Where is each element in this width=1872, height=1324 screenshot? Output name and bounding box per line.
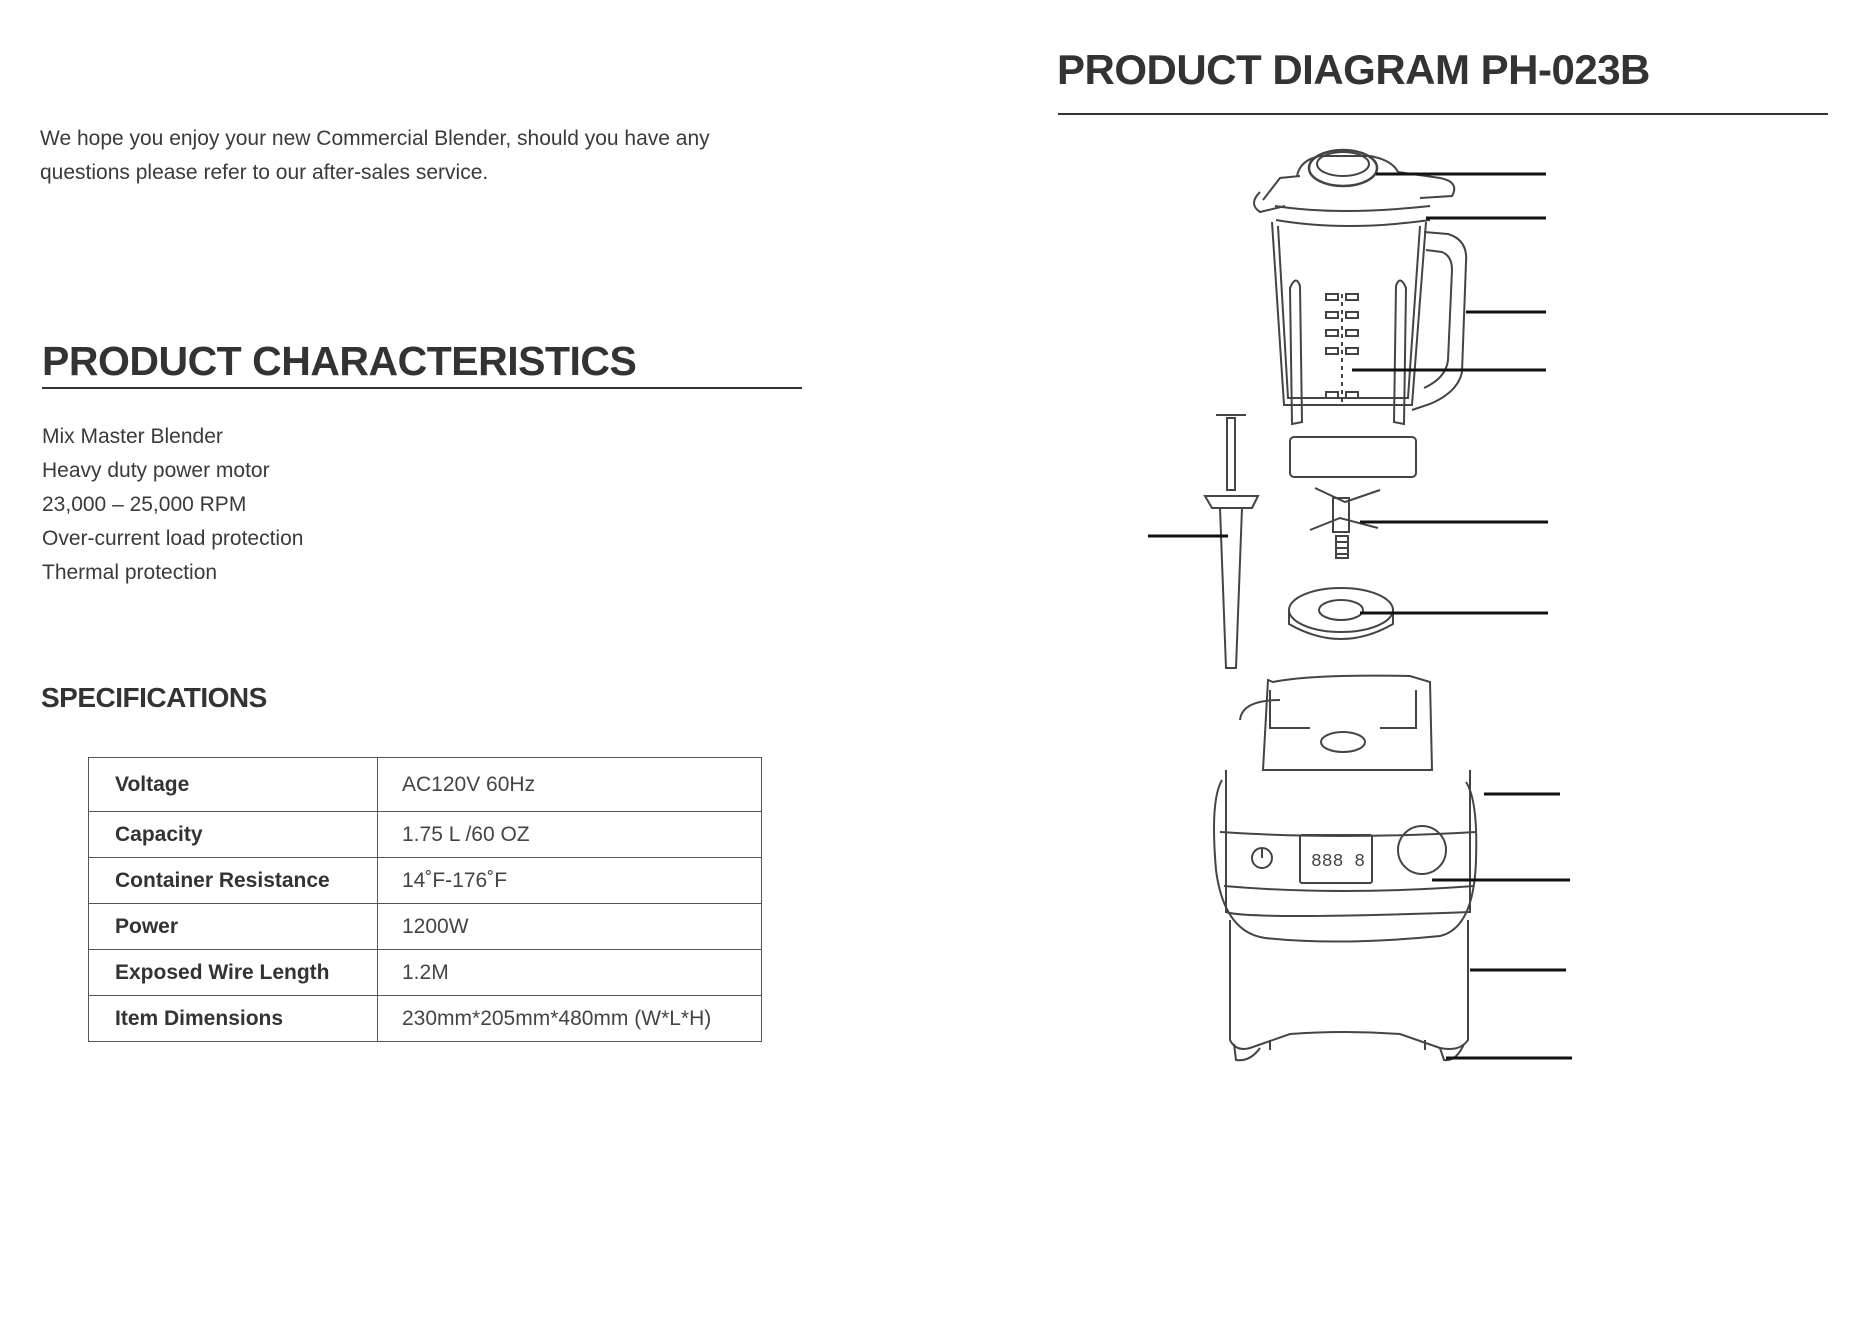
- table-row: [89, 996, 762, 1042]
- jar-lid: [1254, 150, 1454, 226]
- table-row: [89, 904, 762, 950]
- spec-label: Container Resistance: [89, 858, 378, 904]
- spec-value: AC120V 60Hz: [378, 758, 762, 812]
- table-row: [89, 758, 762, 812]
- spec-value: 1.2M: [378, 950, 762, 996]
- diagram-title-rule: [1058, 113, 1828, 115]
- spec-label: Item Dimensions: [89, 996, 378, 1042]
- characteristics-list: [42, 420, 303, 590]
- spec-label: Exposed Wire Length: [89, 950, 378, 996]
- motor-base: [1214, 676, 1476, 1061]
- spec-value: 1.75 L /60 OZ: [378, 812, 762, 858]
- table-row: [89, 858, 762, 904]
- intro-line-1: We hope you enjoy your new Commercial Blender, should you have any: [40, 127, 710, 150]
- callout-lines: [1352, 174, 1572, 1058]
- spec-value: 1200W: [378, 904, 762, 950]
- specifications-table: [88, 757, 762, 1042]
- spec-label: Power: [89, 904, 378, 950]
- characteristic-item: 23,000 – 25,000 RPM: [42, 493, 247, 516]
- spec-label: Capacity: [89, 812, 378, 858]
- characteristic-item: Over-current load protection: [42, 527, 304, 550]
- jar-container: [1272, 222, 1466, 477]
- intro-line-2: questions please refer to our after-sales service.: [40, 161, 489, 184]
- specifications-heading: SPECIFICATIONS: [41, 682, 267, 713]
- characteristics-heading: PRODUCT CHARACTERISTICS: [42, 338, 802, 389]
- table-row: [89, 812, 762, 858]
- intro-text: [40, 122, 800, 190]
- table-row: [89, 950, 762, 996]
- characteristic-item: Heavy duty power motor: [42, 459, 270, 482]
- spec-value: 14˚F-176˚F: [378, 858, 762, 904]
- characteristic-item: Thermal protection: [42, 561, 218, 584]
- tamper: [1148, 415, 1258, 668]
- characteristic-item: Mix Master Blender: [42, 425, 223, 448]
- spec-label: Voltage: [89, 758, 378, 812]
- blender-diagram: [1100, 130, 1600, 1070]
- diagram-title: PRODUCT DIAGRAM PH-023B: [1057, 46, 1650, 93]
- display-digits: 888 8: [1311, 852, 1366, 872]
- spec-value: 230mm*205mm*480mm (W*L*H): [378, 996, 762, 1042]
